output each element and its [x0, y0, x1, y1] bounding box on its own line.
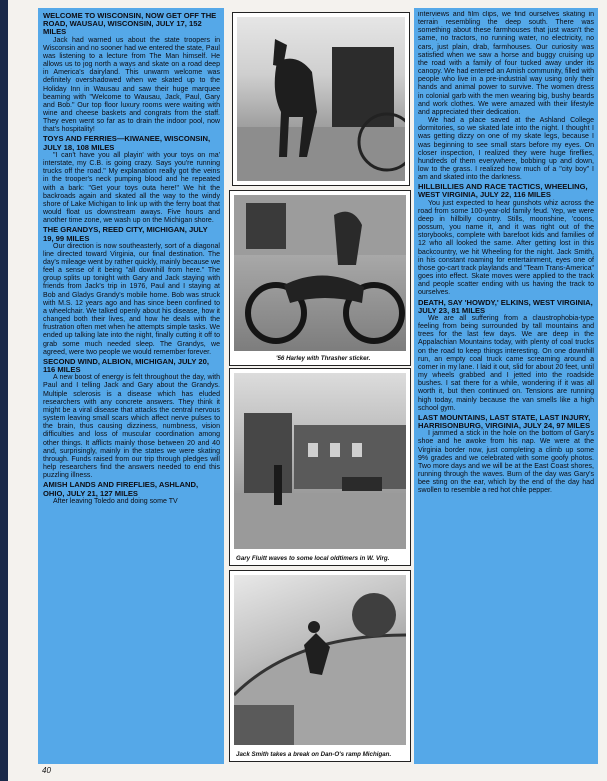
photo-ramp [229, 570, 411, 762]
left-text-column [43, 11, 220, 763]
section-heading: AMISH LANDS AND FIREFLIES, ASHLAND, OHIO, JULY 21, 127 MILES [43, 480, 199, 498]
section-body: After leaving Toledo and doing some TV [53, 497, 178, 505]
section-heading: TOYS AND FERRIES—KIWANEE, WISCONSIN, JULY 18, 108 MILES [43, 134, 211, 152]
photo-amish-buggy [232, 12, 410, 186]
ramp-caption: Jack Smith takes a break on Dan-O's ramp Michigan. [236, 751, 392, 758]
page-spine [0, 0, 8, 781]
harley-caption: '56 Harley with Thrasher sticker. [276, 355, 371, 362]
section-body: "I can't have you all playin' with your toys on ma' interstate, my C.B. is going crazy. Says you're running trucks off the road." My explanation really got the veins in the trooper's neck pumping blood and he repeated with a bark: "Get your toys outa here!" We hit the backroads again and skated all the way to the windy shore of Lake Michigan to link up with the ferry boat that would float us downstream aways. Five hours and another time zone, we wash up on the Michigan shore. [43, 151, 220, 225]
section-heading: DEATH, SAY 'HOWDY,' ELKINS, WEST VIRGINIA, JULY 23, 81 MILES [418, 297, 593, 315]
section-body: Jack had warned us about the state troopers in Wisconsin and no sooner had we entered the state, Paul was listening to a lecture from The Man himself. He allows us to jog north a ways and skate on a road deep in America's dairyland. This unwarm welcome was definitely overshadowed when we skated up to the Holiday Inn in Wausau and saw their huge marquee beaming with "Welcome to Wausau, Jack, Paul, Gary and Bob." Our top floor luxury rooms were waiting with wine and cheese baskets and congrats from the staff. They even went so far as to drain the indoor pool, now that's hospitality! [43, 36, 220, 134]
street-caption: Gary Fluitt waves to some local oldtimers in W. Virg. [236, 555, 390, 562]
section-body: We had a place saved at the Ashland College dormitories, so we skated late into the night. I thought I was getting dizzy on one of my skate legs, because I was beginning to see small stars before my eyes. On closer inspection, I realized they were huge fireflies, hundreds of them everywhere, bobbing up and down, low to the grass. I realized how much of a "city boy" I am and skated into the darkness. [418, 117, 594, 182]
section-body: Our direction is now southeasterly, sort of a diagonal line directed toward Virginia, our final destination. The day's mileage went by rather quickly, mainly because we feel a sense of it being "all downhill from here." The group splits up tonight with Gary and Jack staying with friends from Jack's trip in 1976, Paul and I staying at Bob and Gladys Grandy's mobile home. Bob was struck with M.S. 12 years ago and has since been confined to a wheelchair. We talked openly about his disease, how it changed both their lives, and how he deals with the frustration often met when he attempts simple tasks. We ended up talking late into the night, finally cutting it off to grab some much needed sleep. The Grandys, we agreed, were two people we would remember forever. [43, 242, 220, 356]
harley-image [234, 195, 406, 351]
photo-harley [229, 190, 411, 366]
section-heading: WELCOME TO WISCONSIN, NOW GET OFF THE ROAD, WAUSAU, WISCONSIN, JULY 17, 152 MILES [43, 11, 217, 37]
section-body: A new boost of energy is felt throughout the day, with Paul and I telling Jack and Gary about the Grandys. Multiple sclerosis is a disease which has eluded researchers with any concrete answers. They think it might be a viral disease that attacks the central nervous system leaving small scars which affect nerve pulses to the brain, thus causing dizziness, numbness, vision difficulties and loss of muscular coordination among other things. It afflicts mainly those between 20 and 40 and, surprisingly, mainly in the states we were skating through. Funds raised from our trip through pledges will help researchers find the answers needed to end this puzzling illness. [43, 374, 220, 480]
street-image [234, 373, 406, 549]
section-heading: THE GRANDYS, REED CITY, MICHIGAN, JULY 19, 99 MILES [43, 225, 208, 243]
right-text-column [418, 11, 594, 763]
section-heading: LAST MOUNTAINS, LAST STATE, LAST INJURY, HARRISONBURG, VIRGINIA, JULY 24, 97 MILES [418, 412, 591, 431]
section-body: interviews and film clips, we find ourselves skating in terrain resembling the deep south. There was something about these farmhouses that just wasn't the same, no tractors, no running water, no electricity, no cars, just plain, drab, farmhouses. Our curiosity was satisfied when we saw a horse and buggy cruising up the road with a family of four tucked away under its canopy. We had entered an Amish community, filled with people who live in a pre-industrial way using only their hands and animal power to survive. The women dress in colonial garb with the men wearing big, bushy beards and work clothes. We were amazed with their lifestyle and appreciated their dedication. [418, 11, 594, 116]
amish-buggy-image [237, 17, 405, 181]
section-body: You just expected to hear gunshots whiz across the road from some 100-year-old family feud. Yep, we were deep in hillbilly country. Stills, moonshine, 'coons, possum, you name it, and it was right out of the storybooks, complete with barefoot kids and families of 12 who all looked the same. After getting lost in this backcountry, we hit Wheeling for the night. Jack Smith, in his constant roaming for entertainment, eyes one of those go-cart track playlands and "Team Trans-America" goes into effect. Skate moves were applied to the track and people scatter ending with us having the track to ourselves. [418, 199, 594, 297]
section-body: We are all suffering from a claustrophobia-type feeling from being surrounded by tall mountains and trees for the last few days. We are deep in the Appalachian Mountains today, with plenty of coal trucks on the road to keep things interesting. On one downhill run, an empty coal truck came screaming around a corner in my lane. I laid it out, slid for about 20 feet, until my wheels grabbed and I jetted into the roadside bushes. I sat there for a while, wondering if it was all worth it, but then continued on. Tensions are running high today, mainly because the van smells like a high school gym. [418, 314, 594, 412]
section-heading: SECOND WIND, ALBION, MICHIGAN, JULY 20, 116 MILES [43, 356, 209, 375]
photo-west-virginia-street [229, 368, 411, 566]
section-body: I jammed a stick in the hole on the bottom of Gary's shoe and he awoke from his nap. We were at the Virginia border now, just completing a climb up some 9% grades and we celebrated with some goofy photos. Two more days and we will be at the East Coast shores, running through the waves. Burn of the day was Gary's bee sting on the ear, which by the end of the day had swollen to resemble a red hot chile pepper. [418, 430, 594, 495]
section-heading: HILLBILLIES AND RACE TACTICS, WHEELING, WEST VIRGINIA, JULY 22, 116 MILES [418, 182, 588, 200]
ramp-image [234, 575, 406, 745]
page-number: 40 [42, 766, 51, 775]
